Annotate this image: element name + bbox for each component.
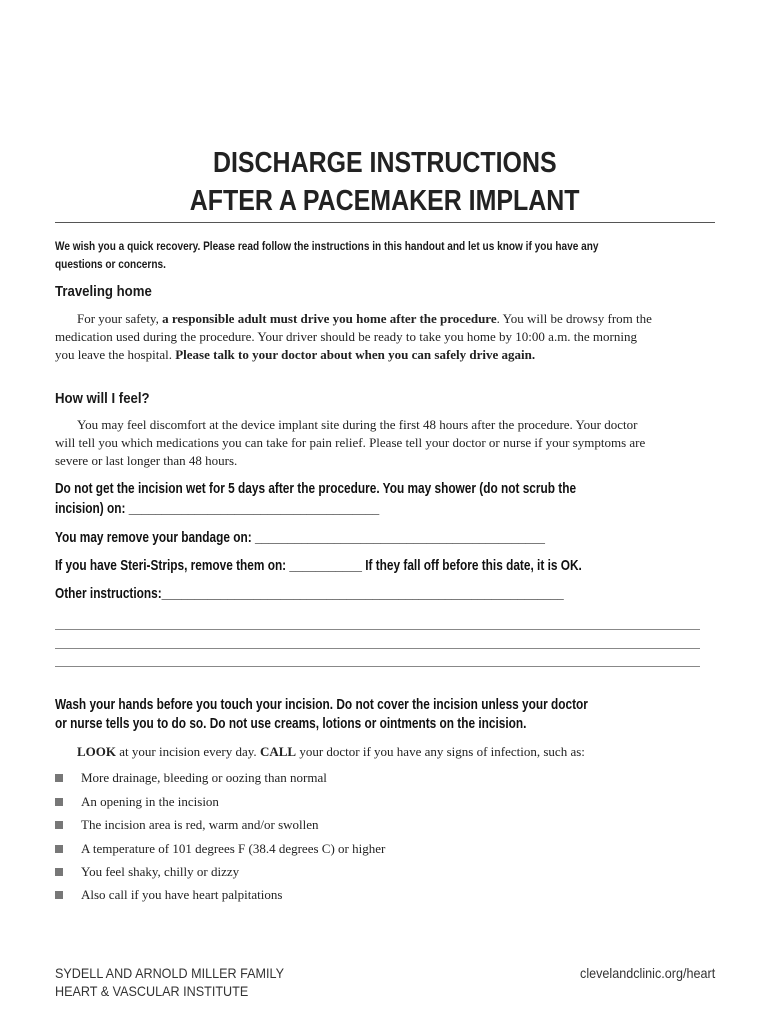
- bullet-square-icon: [55, 845, 63, 853]
- list-item: You feel shaky, chilly or dizzy: [81, 864, 240, 879]
- page-title-line-2: AFTER A PACEMAKER IMPLANT: [190, 185, 580, 217]
- traveling-paragraph: For your safety, a responsible adult must drive you home after the procedure. You will be drowsy from the: [77, 311, 652, 326]
- bullet-square-icon: [55, 774, 63, 782]
- incision-wet-date-field: incision) on: ______________________________________: [55, 500, 380, 517]
- feel-paragraph: You may feel discomfort at the device implant site during the first 48 hours after the procedure. Your doctor: [77, 417, 638, 432]
- bullet-square-icon: [55, 821, 63, 829]
- section-heading-traveling: Traveling home: [55, 283, 152, 300]
- list-item: Also call if you have heart palpitations: [81, 887, 283, 902]
- wash-hands-instruction: or nurse tells you to do so. Do not use creams, lotions or ointments on the incision.: [55, 715, 527, 732]
- list-item: A temperature of 101 degrees F (38.4 degrees C) or higher: [81, 841, 386, 856]
- traveling-paragraph: you leave the hospital. Please talk to your doctor about when you can safely drive again.: [55, 347, 536, 362]
- institute-name: HEART & VASCULAR INSTITUTE: [55, 983, 249, 999]
- other-instructions-field: Other instructions:_____________________________________________________________: [55, 585, 564, 602]
- incision-wet-instruction: Do not get the incision wet for 5 days after the procedure. You may shower (do not scrub the: [55, 480, 577, 497]
- bullet-square-icon: [55, 891, 63, 899]
- website-link[interactable]: clevelandclinic.org/heart: [579, 965, 715, 981]
- blank-writing-line: [55, 648, 700, 649]
- blank-writing-line: [55, 666, 700, 667]
- traveling-paragraph: medication used during the procedure. Your driver should be ready to take you home by 10:00 a.m. the morning: [55, 329, 637, 344]
- feel-paragraph: will tell you which medications you can take for pain relief. Please tell your doctor or nurse if your symptoms are: [55, 435, 646, 450]
- intro-text: We wish you a quick recovery. Please read follow the instructions in this handout and let us know if you have any: [55, 239, 599, 253]
- blank-writing-line: [55, 629, 700, 630]
- intro-text: questions or concerns.: [55, 257, 166, 271]
- feel-paragraph: severe or last longer than 48 hours.: [55, 453, 238, 468]
- bullet-square-icon: [55, 868, 63, 876]
- steri-strips-date-field: If you have Steri-Strips, remove them on: ___________ If they fall off before this date, it is OK.: [55, 557, 582, 574]
- page-title-line-1: DISCHARGE INSTRUCTIONS: [213, 147, 557, 179]
- wash-hands-instruction: Wash your hands before you touch your incision. Do not cover the incision unless your doctor: [55, 696, 588, 713]
- list-item: More drainage, bleeding or oozing than normal: [81, 770, 327, 785]
- infection-signs-intro: LOOK at your incision every day. CALL your doctor if you have any signs of infection, such as:: [77, 744, 585, 759]
- section-heading-feel: How will I feel?: [55, 390, 150, 407]
- list-item: An opening in the incision: [81, 794, 219, 809]
- list-item: The incision area is red, warm and/or swollen: [81, 817, 319, 832]
- institute-name: SYDELL AND ARNOLD MILLER FAMILY: [55, 965, 284, 981]
- bandage-date-field: You may remove your bandage on: ____________________________________________: [55, 529, 545, 546]
- bullet-square-icon: [55, 798, 63, 806]
- title-divider: [55, 222, 715, 223]
